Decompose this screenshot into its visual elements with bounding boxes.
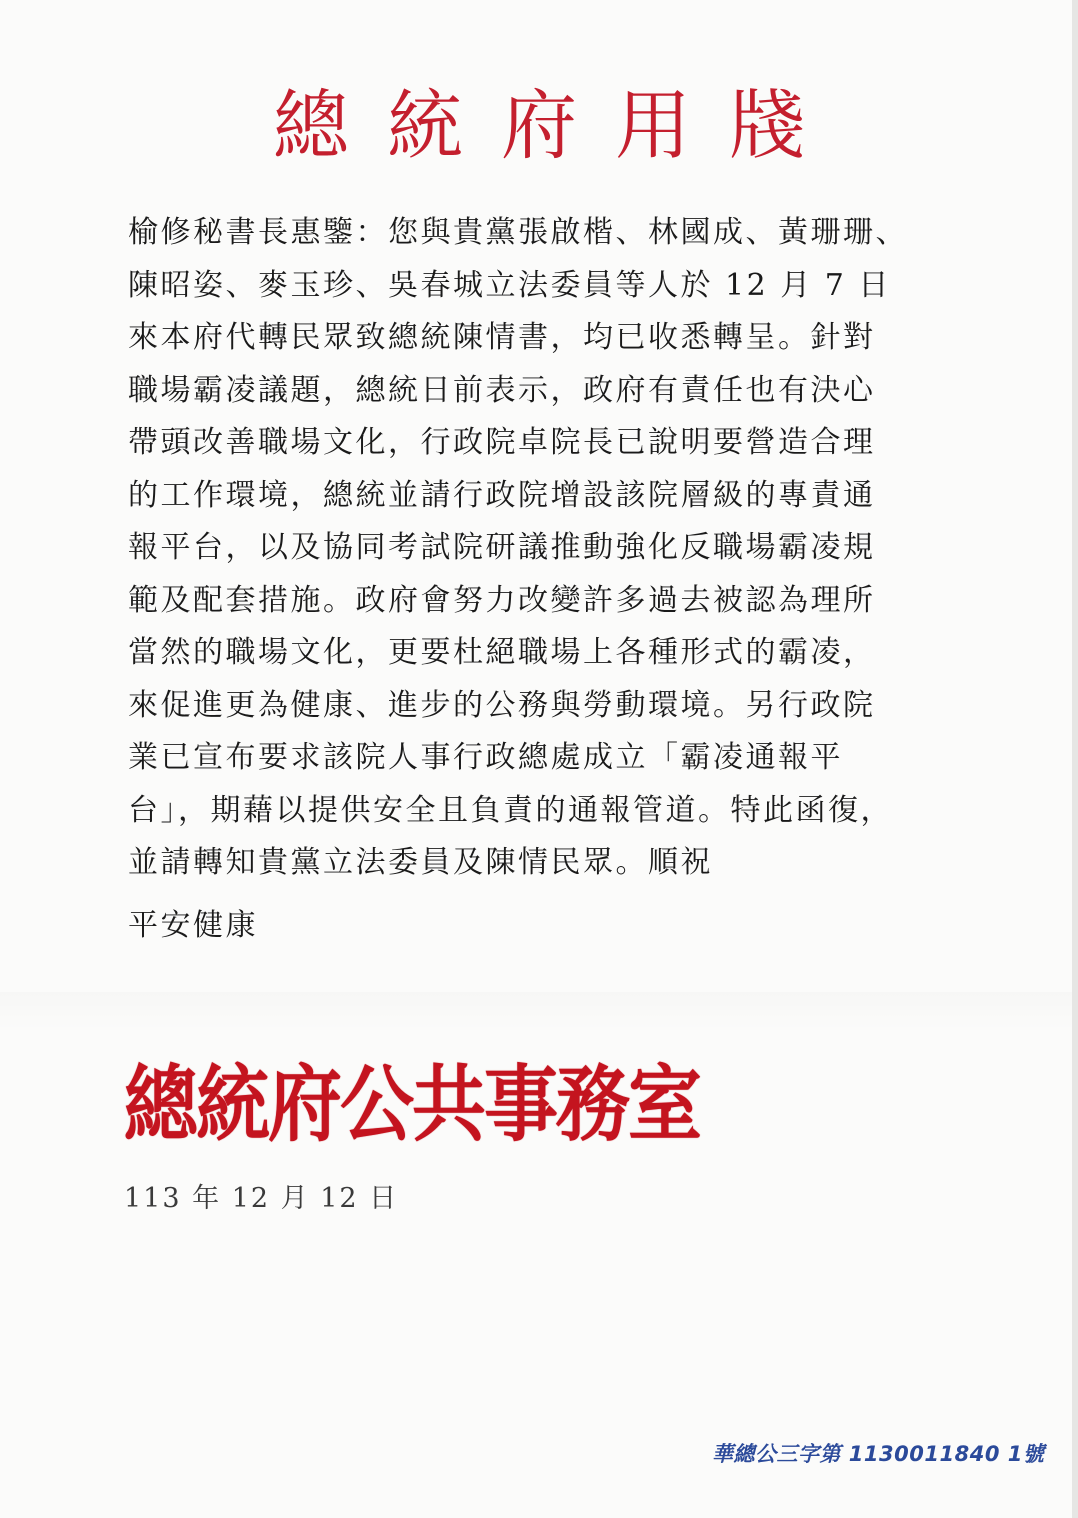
body-line: 陳昭姿、麥玉珍、吳春城立法委員等人於 12 月 7 日 [128,267,891,303]
letter-body [128,207,948,890]
body-line: 榆修秘書長惠鑒：您與貴黨張啟楷、林國成、黃珊珊、 [128,215,908,250]
closing-salutation: 平安健康 [128,908,258,943]
paper-fold [0,992,1072,1032]
body-line: 當然的職場文化，更要杜絕職場上各種形式的霸凌， [128,635,876,670]
body-line: 業已宣布要求該院人事行政總處成立「霸凌通報平 [128,740,843,775]
document-number-stamp: 華總公三字第 1130011840 1號 [712,1442,1045,1466]
body-line: 台」，期藉以提供安全且負責的通報管道。特此函復， [128,792,893,828]
body-line: 帶頭改善職場文化，行政院卓院長已說明要營造合理 [128,425,876,460]
body-line: 報平台，以及協同考試院研議推動強化反職場霸凌規 [128,530,876,565]
body-line: 職場霸凌議題，總統日前表示，政府有責任也有決心 [128,372,876,408]
office-stamp: 總統府公共事務室 [124,1056,700,1153]
body-line: 來本府代轉民眾致總統陳情書，均已收悉轉呈。針對 [128,320,876,355]
body-line: 範及配套措施。政府會努力改變許多過去被認為理所 [128,582,876,618]
body-line: 並請轉知貴黨立法委員及陳情民眾。順祝 [128,845,713,880]
body-line: 的工作環境，總統並請行政院增設該院層級的專責通 [128,477,876,513]
letterhead-title: 總統府用牋 [273,81,843,170]
body-line: 來促進更為健康、進步的公務與勞動環境。另行政院 [128,687,876,723]
letter-date: 113 年 12 月 12 日 [124,1183,399,1214]
